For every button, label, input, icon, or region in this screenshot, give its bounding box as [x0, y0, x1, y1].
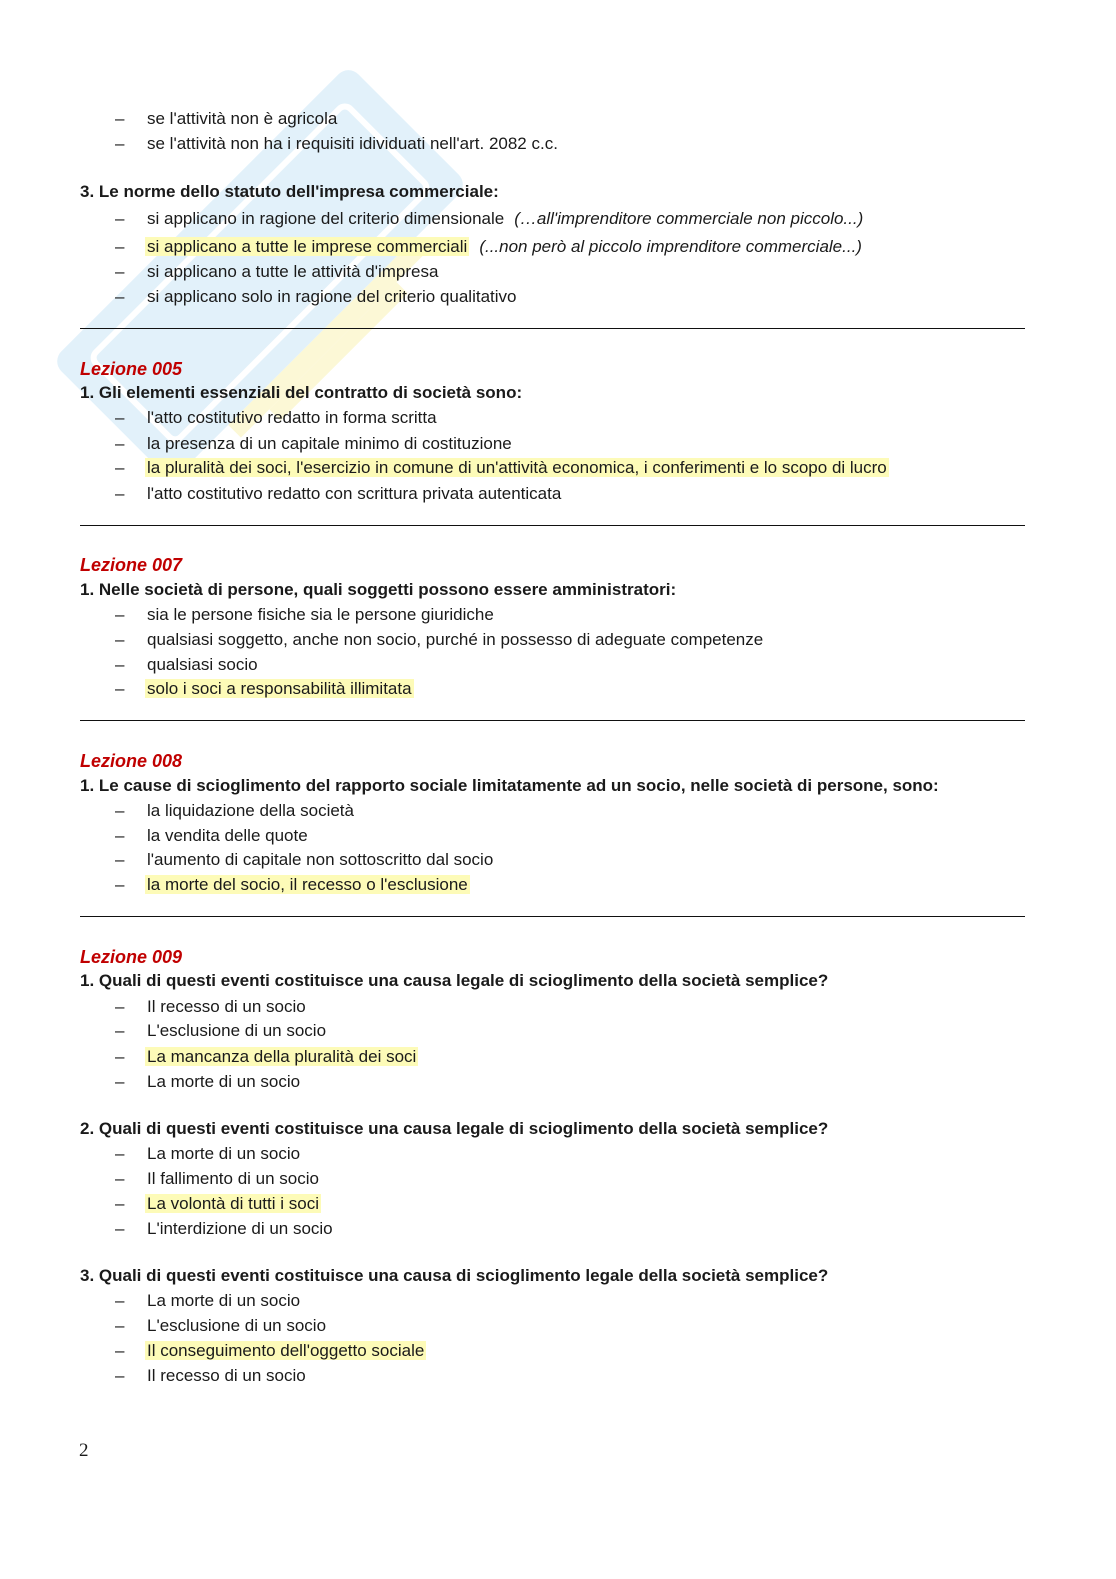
option-text: Il fallimento di un socio — [147, 1169, 319, 1188]
dash: – — [115, 1316, 125, 1335]
dash: – — [115, 826, 125, 845]
dash: – — [115, 679, 125, 698]
dash: – — [115, 1366, 125, 1385]
option — [147, 208, 863, 230]
option-text: La morte di un socio — [147, 1291, 301, 1310]
dash: – — [115, 1169, 125, 1188]
question-title: 3. Quali di questi eventi costituisce una causa di scioglimento legale della società semplice? — [80, 1266, 829, 1285]
question-title: 1. Gli elementi essenziali del contratto di società sono: — [80, 383, 523, 402]
option-note: (...non però al piccolo imprenditore commerciale...) — [479, 237, 862, 256]
option-text: qualsiasi soggetto, anche non socio, purché in possesso di adeguate competenze — [147, 630, 764, 649]
dash: – — [115, 134, 125, 153]
option-text: Il recesso di un socio — [147, 1366, 306, 1385]
question-title: 1. Le cause di scioglimento del rapporto sociale limitatamente ad un socio, nelle società di persone, sono: — [80, 776, 939, 795]
option-text-highlighted: La mancanza della pluralità dei soci — [147, 1047, 417, 1066]
dash: – — [115, 801, 125, 820]
option-text: qualsiasi socio — [147, 655, 258, 674]
option-text: la vendita delle quote — [147, 826, 308, 845]
option-text-highlighted: solo i soci a responsabilità illimitata — [147, 679, 412, 698]
option-text: L'interdizione di un socio — [147, 1219, 333, 1238]
dash: – — [115, 1021, 125, 1040]
lesson-heading: Lezione 005 — [80, 359, 183, 379]
dash: – — [115, 605, 125, 624]
option-text: la liquidazione della società — [147, 801, 354, 820]
dash: – — [115, 655, 125, 674]
dash: – — [115, 997, 125, 1016]
dash: – — [115, 850, 125, 869]
dash: – — [115, 209, 125, 228]
option-text: Il recesso di un socio — [147, 997, 306, 1016]
section-divider — [80, 916, 1025, 917]
option-text-highlighted: la pluralità dei soci, l'esercizio in comune di un'attività economica, i conferimenti e lo scopo di lucro — [147, 458, 887, 477]
dash: – — [115, 1219, 125, 1238]
lesson-heading: Lezione 008 — [80, 751, 183, 771]
dash: – — [115, 1047, 125, 1066]
dash: – — [115, 237, 125, 256]
dash: – — [115, 1194, 125, 1213]
dash: – — [115, 484, 125, 503]
dash: – — [115, 408, 125, 427]
question-title: 3. Le norme dello statuto dell'impresa commerciale: — [80, 182, 499, 201]
dash: – — [115, 1341, 125, 1360]
option-text: sia le persone fisiche sia le persone giuridiche — [147, 605, 494, 624]
dash: – — [115, 434, 125, 453]
option-text: si applicano a tutte le attività d'impresa — [147, 262, 439, 281]
option-text: La morte di un socio — [147, 1072, 301, 1091]
question-title: 1. Quali di questi eventi costituisce una causa legale di scioglimento della società semplice? — [80, 971, 829, 990]
section-divider — [80, 720, 1025, 721]
dash: – — [115, 287, 125, 306]
option — [147, 236, 862, 258]
lesson-heading: Lezione 007 — [80, 555, 183, 575]
lesson-heading: Lezione 009 — [80, 947, 183, 967]
option-text: L'esclusione di un socio — [147, 1316, 327, 1335]
dash: – — [115, 875, 125, 894]
option-note: (…all'imprenditore commerciale non piccolo...) — [514, 209, 864, 228]
option-text: la presenza di un capitale minimo di costituzione — [147, 434, 512, 453]
dash: – — [115, 1072, 125, 1091]
dash: – — [115, 262, 125, 281]
option-text: l'atto costitutivo redatto in forma scritta — [147, 408, 437, 427]
option-text-highlighted: La volontà di tutti i soci — [147, 1194, 319, 1213]
option-text: l'atto costitutivo redatto con scrittura privata autenticata — [147, 484, 562, 503]
dash: – — [115, 1291, 125, 1310]
dash: – — [115, 630, 125, 649]
option-text: L'esclusione di un socio — [147, 1021, 327, 1040]
option-text-highlighted: Il conseguimento dell'oggetto sociale — [147, 1341, 425, 1360]
question-title: 2. Quali di questi eventi costituisce una causa legale di scioglimento della società semplice? — [80, 1119, 829, 1138]
option-text: l'aumento di capitale non sottoscritto dal socio — [147, 850, 494, 869]
section-divider — [80, 525, 1025, 526]
section-divider — [80, 328, 1025, 329]
option-text: si applicano in ragione del criterio dimensionale — [147, 209, 505, 228]
option-text: se l'attività non è agricola — [147, 109, 338, 128]
option-text: si applicano solo in ragione del criterio qualitativo — [147, 287, 517, 306]
option-text: se l'attività non ha i requisiti idividuati nell'art. 2082 c.c. — [147, 134, 558, 153]
option-text-highlighted: si applicano a tutte le imprese commerciali — [147, 237, 468, 256]
dash: – — [115, 458, 125, 477]
dash: – — [115, 109, 125, 128]
option-text: La morte di un socio — [147, 1144, 301, 1163]
page-number: 2 — [79, 1440, 89, 1461]
option-text-highlighted: la morte del socio, il recesso o l'esclusione — [147, 875, 468, 894]
dash: – — [115, 1144, 125, 1163]
question-title: 1. Nelle società di persone, quali soggetti possono essere amministratori: — [80, 580, 677, 599]
